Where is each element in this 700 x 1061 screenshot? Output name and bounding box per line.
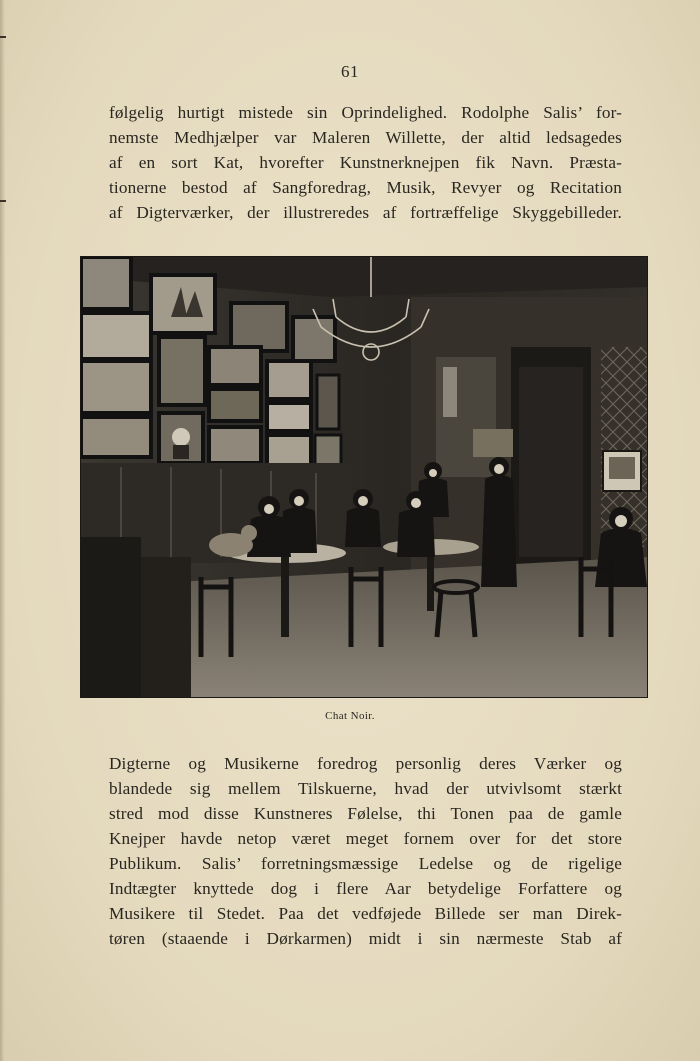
paragraph-bottom	[109, 751, 622, 951]
text-line: blandede sig mellem Tilskuerne, hvad der utvivlsomt stærkt	[109, 779, 622, 798]
page-binding-edge	[0, 0, 5, 1061]
edge-mark	[0, 36, 6, 38]
text-line: af Digterværker, der illustreredes af fortræffelige Skyggebilleder.	[109, 203, 622, 222]
text-line: tøren (staaende i Dørkarmen) midt i sin nærmeste Stab af	[109, 929, 622, 948]
text-line: Publikum. Salis’ forretningsmæssige Ledelse og de rigelige	[109, 854, 622, 873]
page-number: 61	[341, 62, 359, 81]
text-line: nemste Medhjælper var Maleren Willette, der altid ledsagedes	[109, 128, 622, 147]
text-line: Knejper havde netop været meget fornem over for det store	[109, 829, 622, 848]
text-line: af en sort Kat, hvorefter Kunstnerknejpen fik Navn. Præsta-	[109, 153, 622, 172]
text-line: følgelig hurtigt mistede sin Oprindelighed. Rodolphe Salis’ for-	[109, 103, 622, 122]
edge-mark	[0, 200, 6, 202]
text-line: Musikere til Stedet. Paa det vedføjede Billede ser man Direk-	[109, 904, 622, 923]
photo-caption: Chat Noir.	[325, 710, 375, 722]
photograph	[80, 256, 648, 698]
paragraph-top	[109, 100, 622, 225]
text-line: stred mod disse Kunstneres Følelse, thi Tonen paa de gamle	[109, 804, 622, 823]
text-line: Digterne og Musikerne foredrog personlig deres Værker og	[109, 754, 622, 773]
text-line: Indtægter knyttede dog i flere Aar betydelige Forfattere og	[109, 879, 622, 898]
text-line: tionerne bestod af Sangforedrag, Musik, Revyer og Recitation	[109, 178, 622, 197]
photograph-cafe-interior-icon	[81, 257, 647, 697]
